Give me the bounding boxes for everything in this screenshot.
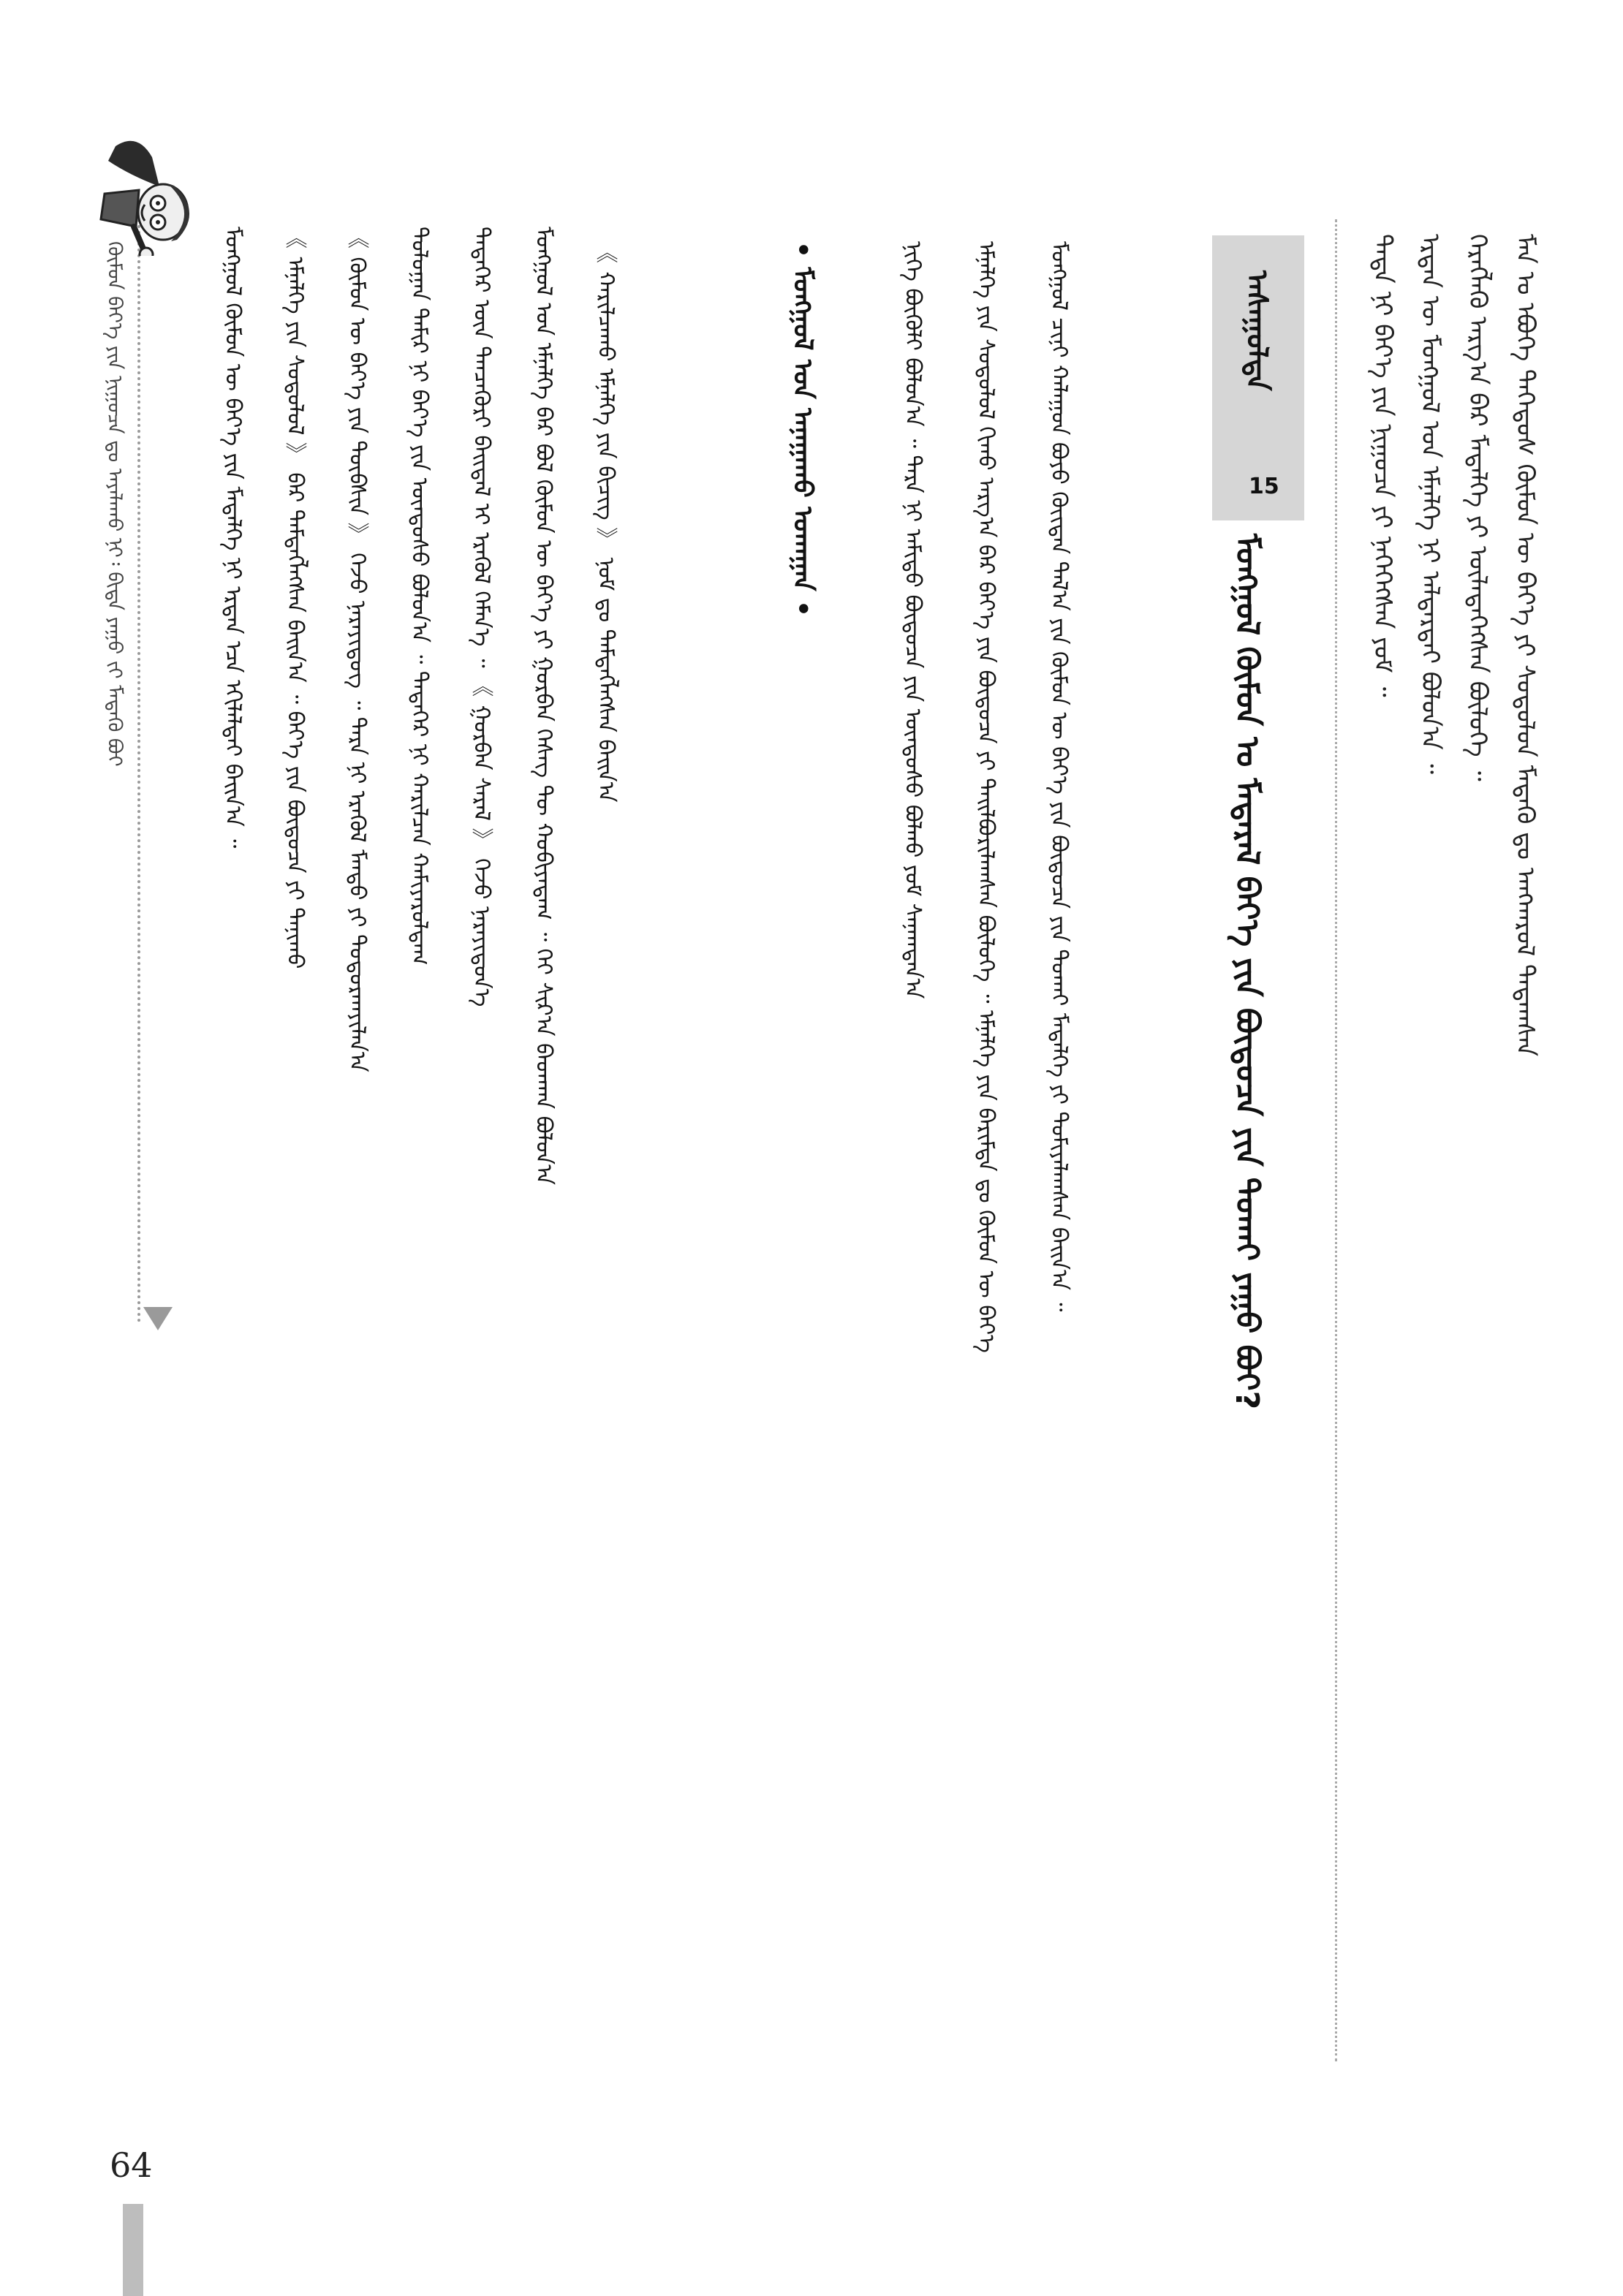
column-divider [1335,219,1337,2061]
section-number: 15 [1249,474,1279,499]
body-column-2: 《 ᠡᠮᠨᠡᠯᠭᠡ ᠶᠢᠨ ᠰᠤᠳᠤᠯᠤᠯ 》 ᠪᠡᠷ ᠲᠡᠮᠳᠡᠭᠯᠡᠭᠰᠡᠨ ᠪᠠᠢᠨ᠎ᠠ ᠃ ᠪᠡᠶ᠎ᠡ ᠶᠢᠨ ᠪᠦᠲᠦᠴᠡ ᠶᠢ ᠲᠠᠨᠢᠬᠤ [282,227,308,969]
body-column-9: ᠡᠮᠨᠡᠯᠭᠡ ᠶᠢᠨ ᠰᠤᠳᠤᠯᠤᠯ ᠬᠢᠬᠤ ᠠᠷᠭ᠎ᠠ ᠪᠠᠷ ᠪᠡᠶ᠎ᠡ ᠶᠢᠨ ᠪᠦᠲᠦᠴᠡ ᠶᠢ ᠲᠠᠢᠯᠪᠤᠷᠢᠯᠠᠭᠰᠠᠨ ᠪᠦᠯᠦᠭᠡ ᠃ ᠡᠮᠨᠡᠯᠭᠡ ᠶᠢᠨ ᠪᠠᠷᠢᠮᠲᠠ ᠳᠤ ᠬᠦᠮᠦᠨ ᠦ ᠪᠡᠶ᠎ᠡ [973,241,999,1353]
body-column-10: ᠮᠤᠩᠭᠤᠯ ᠴᠢᠨᠢ ᠬᠠᠯᠠᠭᠤᠨ ᠪᠤᠶᠤ ᠬᠦᠢᠲᠡᠨ ᠲᠠᠯ᠎ᠠ ᠶᠢᠨ ᠬᠦᠮᠦᠨ ᠦ ᠪᠡᠶ᠎ᠡ ᠶᠢᠨ ᠪᠦᠲᠦᠴᠡ ᠶᠢᠨ ᠲᠤᠬᠠᠢ ᠮᠡᠳᠡᠯᠭᠡ ᠶᠢ ᠲᠣᠮᠢᠶᠠᠯᠠᠭᠰᠠᠨ ᠪᠠᠢᠨ᠎ᠠ ᠃ [1046,241,1072,1312]
body-column-5: ᠲᠡᠳᠡᠭᠡᠷ ᠦᠨ ᠲᠡᠨᠴᠡᠭᠦᠷᠢ ᠪᠠᠢᠳᠠᠯ ᠢ ᠡᠷᠡᠭᠦᠯ ᠬᠡᠮᠡᠨ᠎ᠡ ᠃ 《 ᠭᠤᠷᠪᠠᠨ ᠰᠡᠷᠡᠯ 》 ᠭᠡᠵᠦ ᠨᠡᠷᠡᠶᠢᠳᠦᠨ᠎ᠡ [469,227,494,1007]
body-column-1: ᠮᠤᠩᠭᠤᠯ ᠬᠦᠮᠦᠨ ᠦ ᠪᠡᠶ᠎ᠡ ᠶᠢᠨ ᠮᠡᠳᠡᠯᠭᠡ ᠨᠢ ᠡᠷᠲᠡᠨ ᠡᠴᠡ ᠡᠬᠢᠯᠡᠯᠲᠡᠢ ᠪᠠᠢᠨ᠎ᠠ ᠃ [220,227,246,849]
right-column-4: ᠮᠠᠨ ᠤ ᠡᠪᠦᠭᠡ ᠳᠡᠭᠡᠳᠦᠰ ᠬᠦᠮᠦᠨ ᠦ ᠪᠡᠶ᠎ᠡ ᠶᠢ ᠰᠤᠳᠤᠯᠤᠨ ᠮᠡᠳᠡᠬᠦ ᠳᠤ ᠠᠨᠭᠬᠠᠷᠤᠯ ᠲᠠᠲᠠᠭᠰᠠᠨ [1510,234,1540,1057]
section-label: ᠠᠰᠠᠭᠤᠯᠲᠠ [1240,270,1274,391]
body-column-3: 《 ᠬᠦᠮᠦᠨ ᠦ ᠪᠡᠶ᠎ᠡ ᠶᠢᠨ ᠲᠦᠪᠰᠢᠨ 》 ᠭᠡᠵᠦ ᠨᠡᠷᠡᠶᠢᠳᠦᠭ ᠃ ᠲᠡᠷᠡ ᠨᠢ ᠡᠷᠡᠭᠦᠯ ᠮᠡᠨᠳᠦ ᠶᠢ ᠲᠣᠳᠤᠷᠬᠠᠶᠢᠯᠠᠨ᠎ᠠ [344,227,370,1072]
bullet-icon: • [787,241,817,268]
page-number: 64 [110,2145,153,2185]
right-column-3: ᠬᠡᠷᠡᠭᠯᠡᠬᠦ ᠠᠷᠭ᠎ᠠ ᠪᠠᠷ ᠮᠡᠳᠡᠯᠭᠡ ᠶᠢ ᠦᠯᠡᠳᠡᠭᠡᠭᠰᠡᠨ ᠪᠦᠯᠦᠭᠡ ᠃ [1463,234,1492,781]
bullet-icon: • [787,591,817,618]
body-column-8: ᠨᠢᠭᠡ ᠪᠦᠬᠦᠯᠢ ᠪᠤᠯᠤᠨ᠎ᠠ ᠃ ᠲᠡᠷᠡ ᠨᠢ ᠠᠮᠢᠳᠤ ᠪᠦᠲᠦᠴᠡ ᠶᠢᠨ ᠦᠨᠳᠦᠰᠦ ᠪᠣᠯᠬᠤ ᠶᠤᠮ ᠰᠠᠨᠠᠭᠳᠠᠨ᠎ᠠ [900,241,926,999]
body-column-4: ᠳᠤᠯᠤᠭᠠᠨ ᠲᠠᠮᠢᠷ ᠨᠢ ᠪᠡᠶ᠎ᠡ ᠶᠢᠨ ᠦᠨᠳᠦᠰᠦ ᠪᠣᠯᠤᠨ᠎ᠠ ᠃ ᠲᠡᠳᠡᠭᠡᠷ ᠨᠢ ᠬᠠᠷᠢᠯᠴᠠᠨ ᠬᠠᠮᠢᠶᠠᠷᠤᠯᠳᠠᠭ [406,227,432,966]
body-column-7: 《 ᠬᠠᠷᠢᠯᠴᠠᠬᠤ ᠡᠮᠨᠡᠯᠭᠡ ᠶᠢᠨ ᠪᠢᠴᠢᠭ 》 ᠨᠤᠮ ᠳᠤ ᠲᠡᠮᠳᠡᠭᠯᠡᠭᠰᠡᠨ ᠪᠠᠢᠨ᠎ᠠ [593,241,618,803]
body-column-6: ᠮᠤᠩᠭᠤᠯ ᠤᠨ ᠡᠮᠨᠡᠯᠭᠡ ᠪᠡᠷ ᠪᠤᠯ ᠬᠦᠮᠦᠨ ᠦ ᠪᠡᠶ᠎ᠡ ᠶᠢ ᠭᠤᠷᠪᠠᠨ ᠬᠡᠰᠡᠭ ᠲᠦ ᠬᠤᠪᠢᠶᠠᠳᠠᠭ ᠃ ᠬᠡᠢ ᠰᠢᠷ᠎ᠠ ᠪᠠᠳᠬᠠᠨ ᠪᠤᠯᠤᠨ᠎ᠠ [531,227,556,1186]
running-header: ᠬᠦᠮᠦᠨ ᠪᠡᠶ᠎ᠡ ᠶᠢᠨ ᠨᠢᠭᠤᠴᠠ ᠳᠤ ᠠᠶᠠᠯᠠᠬᠤ ᠨᠢ᠄ ᠪᠢᠳᠡ ᠶᠠᠭᠤ ᠵᠢ ᠮᠡᠳᠡᠬᠦ ᠪᠤᠢ [103,241,126,767]
right-column-2: ᠡᠷᠲᠡᠨ ᠦ ᠮᠤᠩᠭᠤᠯ ᠤᠨ ᠡᠮᠨᠡᠯᠭᠡ ᠨᠢ ᠠᠯᠳᠠᠷᠲᠠᠢ ᠪᠣᠯᠤᠨ᠎ᠠ ᠃ [1415,234,1445,774]
section-title: ᠮᠤᠩᠭᠤᠯ ᠬᠦᠮᠦᠨ ᠤ ᠮᠡᠳᠡᠷᠡᠯ ᠪᠡᠶ᠎ᠡ ᠶᠢᠨ ᠪᠦᠲᠦᠴᠡ ᠶᠢᠨ ᠲᠤᠬᠠᠢ ᠶᠠᠭᠤ ᠪᠤᠢ? [1228,534,1266,1410]
page-edge-tab [123,2204,143,2296]
subsection-heading [786,241,832,617]
flying-boy-illustration [64,139,225,256]
subsection-heading-text: ᠮᠤᠩᠭᠤᠯ ᠤᠨ ᠠᠨᠠᠭᠠᠬᠤ ᠤᠬᠠᠭᠠᠨ [787,267,817,591]
header-arrow-icon [143,1307,173,1330]
right-column-1: ᠲᠡᠳᠡ ᠨᠢ ᠪᠡᠶ᠎ᠡ ᠶᠢᠨ ᠨᠢᠭᠤᠴᠠ ᠶᠢ ᠨᠡᠭᠡᠭᠡᠭᠰᠡᠨ ᠶᠤᠮ ᠃ [1368,234,1397,697]
header-divider [137,219,140,1323]
